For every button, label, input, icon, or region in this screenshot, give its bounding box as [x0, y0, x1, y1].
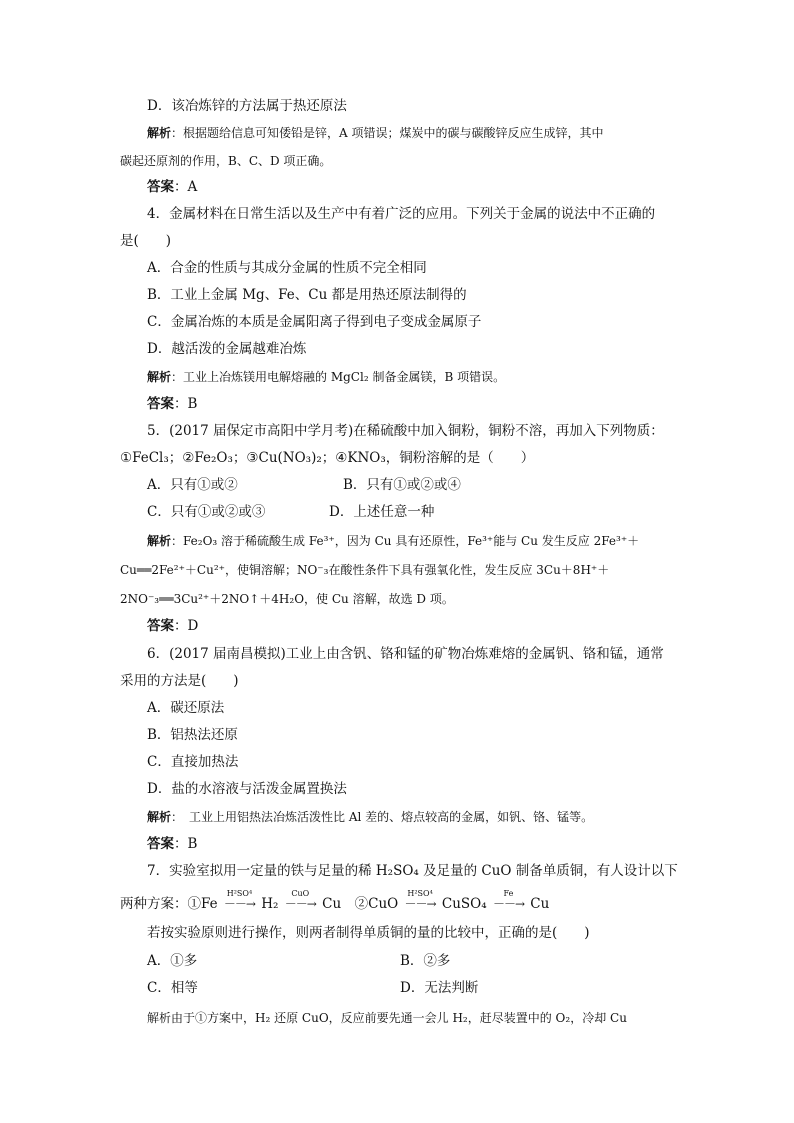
reagent-label: Fe — [503, 889, 514, 898]
question-4-option-c: C．金属冶炼的本质是金属阳离子得到电子变成金属原子 — [147, 314, 482, 330]
reaction-arrow — [492, 889, 524, 913]
question-7-option-c: C．相等 — [147, 980, 198, 996]
answer-5 — [147, 617, 198, 635]
analysis-5-line3: 2NO⁻₃══3Cu²⁺＋2NO↑＋4H₂O，使 Cu 溶解，故选 D 项。 — [120, 592, 454, 606]
answer-label: 答案 — [147, 396, 174, 412]
reagent-label: H²SO⁴ — [407, 889, 433, 898]
question-6-option-d: D．盐的水溶液与活泼金属置换法 — [147, 781, 347, 797]
answer-label: 答案 — [147, 836, 174, 852]
analysis-label: 解析 — [147, 810, 172, 824]
question-7-stem-line1: 7．实验室拟用一定量的铁与足量的稀 H₂SO₄ 及足量的 CuO 制备单质铜，有人设计以下 — [147, 863, 678, 879]
answer-label: 答案 — [147, 618, 174, 634]
answer-6 — [147, 835, 197, 853]
reagent-label: H²SO⁴ — [226, 889, 253, 898]
question-6-option-a: A．碳还原法 — [147, 700, 225, 716]
question-4-option-d: D．越活泼的金属越难冶炼 — [147, 341, 307, 357]
answer-value: ：B — [174, 396, 198, 412]
question-7-option-d: D．无法判断 — [400, 980, 479, 996]
analysis-6 — [147, 808, 593, 826]
question-5-option-b: B．只有①或②或④ — [343, 477, 461, 493]
answer-value: ：B — [174, 836, 198, 852]
question-5-stem-line2: ①FeCl₃；②Fe₂O₃；③Cu(NO₃)₂；④KNO₃，铜粉溶解的是（ ） — [120, 450, 535, 466]
question-5-option-c: C．只有①或②或③ — [147, 504, 266, 520]
question-7-scheme-line — [120, 889, 550, 913]
answer-label: 答案 — [147, 179, 174, 195]
analysis-label: 解析 — [147, 126, 172, 140]
analysis-text: ：Fe₂O₃ 溶于稀硫酸生成 Fe³⁺，因为 Cu 具有还原性，Fe³⁺能与 Cu 发生反应 2Fe³⁺＋ — [171, 534, 640, 548]
question-5-option-a: A．只有①或② — [147, 477, 238, 493]
analysis-3-line2: 碳起还原剂的作用，B、C、D 项正确。 — [120, 154, 332, 168]
question-7-option-a: A．①多 — [147, 953, 198, 969]
option-d-text: D．该冶炼锌的方法属于热还原法 — [147, 98, 347, 114]
question-6-option-c: C．直接加热法 — [147, 754, 239, 770]
analysis-text: ：根据题给信息可知倭铅是锌，A 项错误；煤炭中的碳与碳酸锌反应生成锌，其中 — [171, 126, 604, 140]
reagent-label: CuO — [291, 889, 310, 898]
arrow-glyph: －－→ — [492, 897, 524, 911]
analysis-3-line1 — [147, 124, 604, 142]
question-4-stem-line1: 4．金属材料在日常生活以及生产中有着广泛的应用。下列关于金属的说法中不正确的 — [147, 206, 656, 222]
answer-value: ：A — [174, 179, 198, 195]
answer-4 — [147, 395, 197, 413]
analysis-text: ：工业上冶炼镁用电解熔融的 MgCl₂ 制备金属镁，B 项错误。 — [171, 370, 506, 384]
question-5-option-d: D．上述任意一种 — [329, 504, 435, 520]
question-6-stem-line2: 采用的方法是( ) — [120, 673, 239, 689]
analysis-5-line1 — [147, 532, 639, 550]
analysis-label: 解析 — [147, 534, 172, 548]
scheme-text: CuSO₄ — [437, 896, 491, 912]
question-7-option-b: B．②多 — [400, 953, 451, 969]
question-4-stem-line2: 是( ) — [120, 233, 172, 249]
analysis-7-line1: 解析由于①方案中，H₂ 还原 CuO，反应前要先通一会儿 H₂，赶尽装置中的 O₂，冷却 Cu — [147, 1011, 627, 1025]
question-4-option-a: A．合金的性质与其成分金属的性质不完全相同 — [147, 260, 427, 276]
arrow-glyph: －－→ — [404, 897, 436, 911]
arrow-glyph: －－→ — [284, 897, 316, 911]
analysis-text: ： 工业上用铝热法冶炼活泼性比 Al 差的、熔点较高的金属，如钒、铬、锰等。 — [171, 810, 594, 824]
arrow-glyph: －－→ — [223, 897, 255, 911]
reaction-arrow — [223, 889, 255, 913]
reaction-arrow — [404, 889, 436, 913]
analysis-4 — [147, 368, 505, 386]
scheme-text: Cu — [526, 896, 550, 912]
reaction-arrow — [284, 889, 316, 913]
question-5-stem-line1: 5．(2017 届保定市高阳中学月考)在稀硫酸中加入铜粉，铜粉不溶，再加入下列物质： — [147, 423, 664, 439]
answer-3 — [147, 178, 197, 196]
analysis-5-line2: Cu══2Fe²⁺＋Cu²⁺，使铜溶解；NO⁻₃在酸性条件下具有强氧化性，发生反应 3Cu＋8H⁺＋ — [120, 563, 610, 577]
scheme-text: Cu ②CuO — [317, 896, 403, 912]
question-7-stem-line3: 若按实验原则进行操作，则两者制得单质铜的量的比较中，正确的是( ) — [147, 925, 590, 941]
question-6-option-b: B．铝热法还原 — [147, 727, 238, 743]
question-4-option-b: B．工业上金属 Mg、Fe、Cu 都是用热还原法制得的 — [147, 287, 467, 303]
answer-value: ：D — [174, 618, 199, 634]
scheme-text: H₂ — [256, 896, 283, 912]
scheme-text: 两种方案：①Fe — [120, 896, 222, 912]
question-6-stem-line1: 6．(2017 届南昌模拟)工业上由含钒、铬和锰的矿物冶炼难熔的金属钒、铬和锰，通常 — [147, 646, 664, 662]
analysis-label: 解析 — [147, 370, 172, 384]
